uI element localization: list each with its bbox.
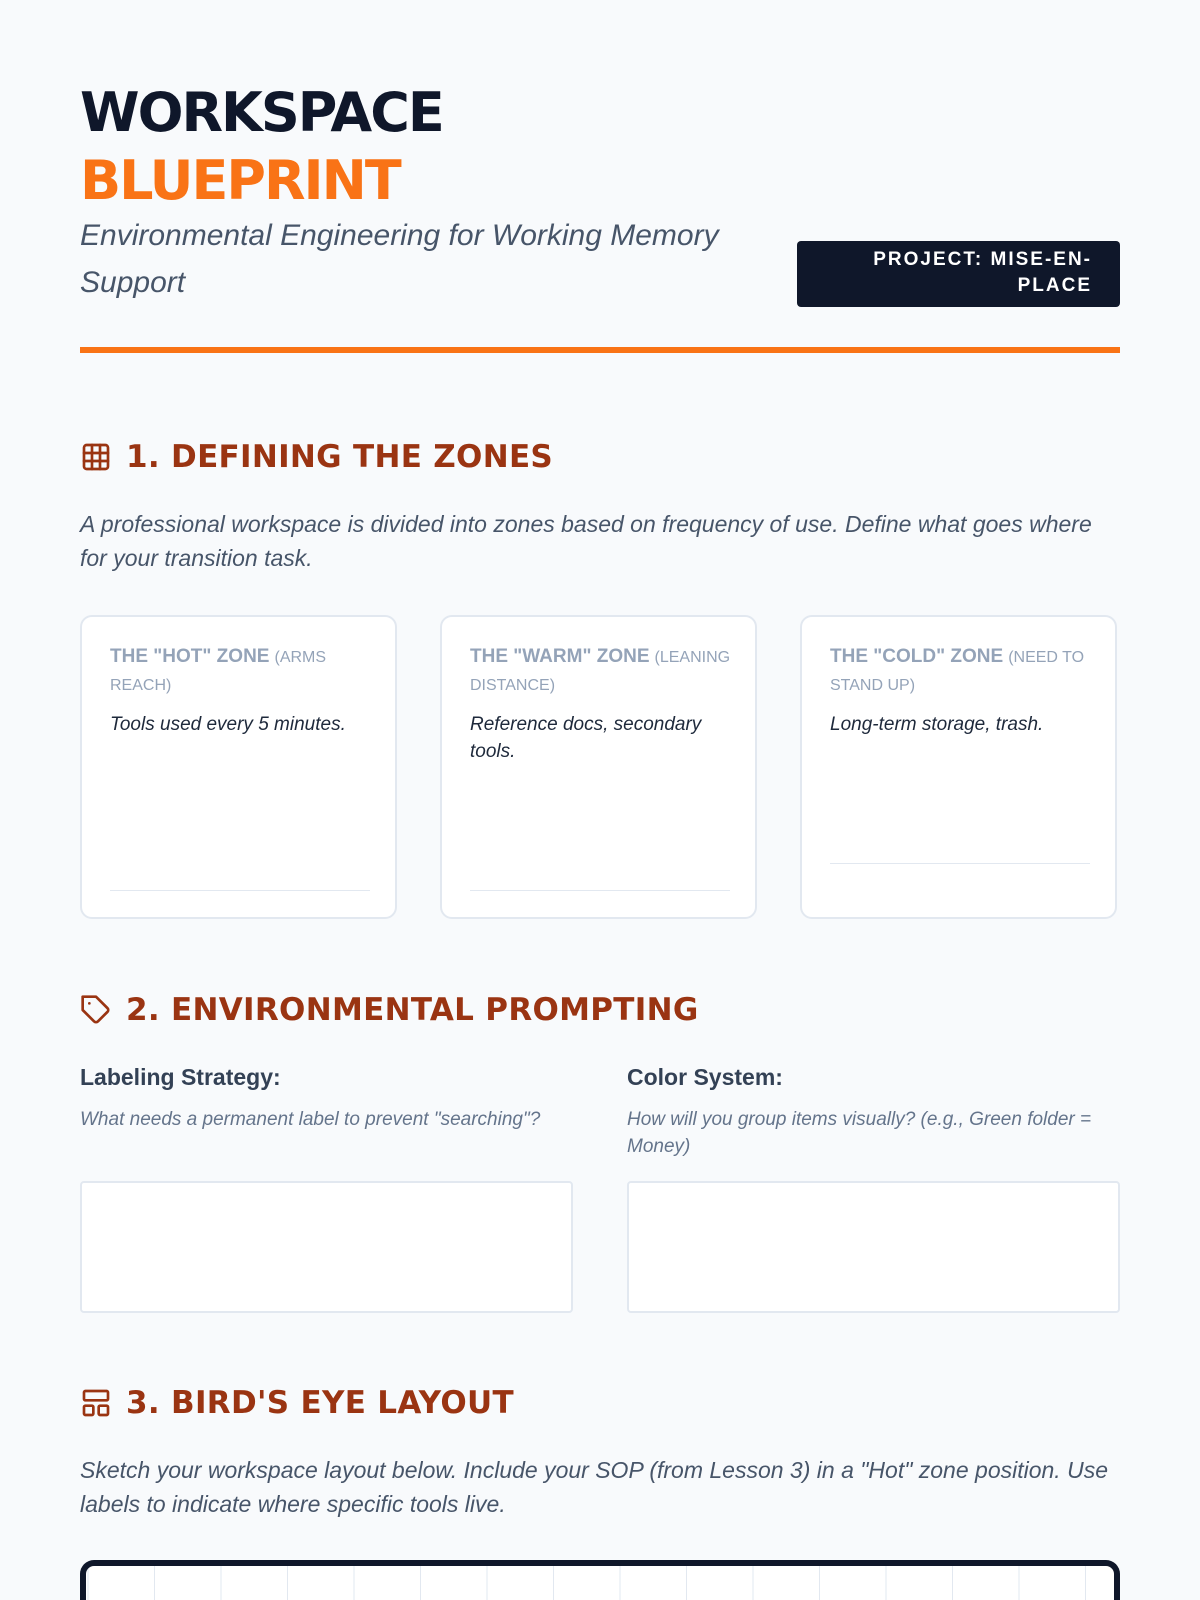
section-zones-title: 1. DEFINING THE ZONES [126,439,554,475]
zone-card-writing-line[interactable] [110,890,370,891]
section-zones-heading [80,437,553,477]
zone-card-name: THE "HOT" ZONE [110,646,270,667]
section-prompting-heading [80,990,699,1030]
zone-card-writing-line[interactable] [830,863,1090,864]
labeling-strategy-input[interactable] [80,1181,573,1313]
section-layout-description: Sketch your workspace layout below. Include your SOP (from Lesson 3) in a "Hot" zone position. Use labels to indicate where specific tools live. [80,1457,1108,1517]
page-title-line2: BLUEPRINT [80,149,400,212]
labeling-strategy-label: Labeling Strategy: [80,1064,281,1090]
color-system-label: Color System: [627,1064,783,1090]
zone-card-writing-line[interactable] [470,890,730,891]
layout-icon [80,1387,112,1419]
section-layout-title: 3. BIRD'S EYE LAYOUT [126,1385,514,1421]
tag-icon [80,994,112,1026]
zone-card-description: Long-term storage, trash. [830,714,1044,735]
zone-card-title [110,643,375,699]
labeling-strategy-help: What needs a permanent label to prevent "searching"? [80,1109,541,1130]
section-layout-heading [80,1383,514,1423]
section-prompting-title: 2. ENVIRONMENTAL PROMPTING [126,992,699,1028]
zone-card-name: THE "WARM" ZONE [470,646,650,667]
page-subtitle: Environmental Engineering for Working Memory Support [80,219,719,299]
zone-card-qualifier: (LEANING DISTANCE) [470,649,731,694]
grid-icon [80,441,112,473]
zone-card-name: THE "COLD" ZONE [830,646,1004,667]
project-badge: PROJECT: MISE-EN-PLACE [797,241,1120,307]
zone-card-title [830,643,1095,699]
zone-card-hot [80,615,397,919]
header-divider [80,347,1120,353]
zone-card-description: Tools used every 5 minutes. [110,714,346,735]
color-system-input[interactable] [627,1181,1120,1313]
zone-card-description: Reference docs, secondary tools. [470,714,702,762]
zone-card-cold [800,615,1117,919]
zone-card-qualifier: (ARMS REACH) [110,649,327,694]
sketch-grid-area[interactable] [80,1560,1120,1600]
section-zones-description: A professional workspace is divided into zones based on frequency of use. Define what goes where for your transition task. [80,511,1092,571]
page-title-line1: WORKSPACE [80,81,443,144]
color-system-help: How will you group items visually? (e.g., Green folder = Money) [627,1109,1092,1157]
zone-card-qualifier: (NEED TO STAND UP) [830,649,1085,694]
zone-card-title [470,643,735,699]
zone-card-warm [440,615,757,919]
